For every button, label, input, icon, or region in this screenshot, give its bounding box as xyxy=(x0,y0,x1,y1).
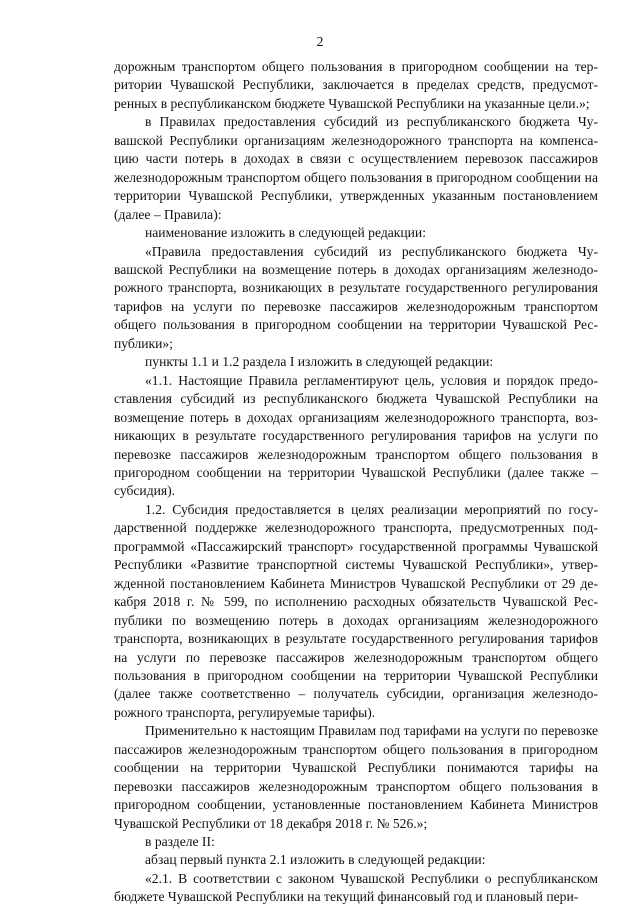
paragraph-points-instruction: пункты 1.1 и 1.2 раздела I изложить в следующей редакции: xyxy=(145,354,494,370)
paragraph-point-2-1: «2.1. В соответствии с законом Чувашской Республики о республиканском бюджете Чувашской Республики на текущий финансовый год и плановый пери- xyxy=(114,870,598,905)
document-body xyxy=(114,58,598,907)
paragraph-tariffs-definition: Применительно к настоящим Правилам под тарифами на услуги по перевозке пассажиров железнодорожным транспортом общего пользования в пригородном сообщении на территории Чувашской Республики понимаются тарифы на перевозки пассажиров железнодорожным транспортом общего пользования в пригородном сообщении, установленные постановлением Кабинета Министров Чувашской Республики от 18 декабря 2018 г. № 526.»; xyxy=(114,723,598,831)
paragraph-continuation: дорожным транспортом общего пользования в пригородном сообщении на территории Чувашской Республики, заключается в пределах средств, предусмотренных в республиканском бюджете Чувашской Республики на указанные цели.»; xyxy=(114,59,598,111)
page-number: 2 xyxy=(316,35,324,50)
paragraph-point-1-2: 1.2. Субсидия предоставляется в целях реализации мероприятий по государственной поддержке железнодорожного транспорта, предусмотренных подпрограммой «Пассажирский транспорт» государственной программы Чувашской Республики «Развитие транспортной системы Чувашской Республики», утвержденной постановлением Кабинета Министров Чувашской Республики от 29 декабря 2018 г. № 599, по исполнению расходных обязательств Чувашской Республики по возмещению потерь в доходах организациям железнодорожного транспорта, возникающих в результате государственного регулирования тарифов на услуги по перевозке пассажиров железнодорожным транспортом общего пользования в пригородном сообщении на территории Чувашской Республики (далее также соответственно – получатель субсидии, организация железнодорожного транспорта, регулируемые тарифы). xyxy=(114,501,598,720)
paragraph-new-title: «Правила предоставления субсидий из республиканского бюджета Чувашской Республики на возмещение потерь в доходах организациям железнодорожного транспорта, возникающих в результате государственного регулирования тарифов на услуги по перевозке пассажиров железнодорожным транспортом общего пользования в пригородном сообщении на территории Чувашской Республики»; xyxy=(114,243,598,351)
paragraph-rules-amendment-intro: в Правилах предоставления субсидий из республиканского бюджета Чувашской Республики организациям железнодорожного транспорта на компенсацию части потерь в доходах в связи с осуществлением перевозок пассажиров железнодорожным транспортом общего пользования в пригородном сообщении на территории Чувашской Республики, утвержденных указанным постановлением (далее – Правила): xyxy=(114,114,598,222)
paragraph-section-2: в разделе II: xyxy=(145,834,215,850)
paragraph-point-1-1: «1.1. Настоящие Правила регламентируют цель, условия и порядок предоставления субсидий из республиканского бюджета Чувашской Республики на возмещение потерь в доходах организациям железнодорожного транспорта, возникающих в результате государственного регулирования тарифов на услуги по перевозке пассажиров железнодорожным транспортом общего пользования в пригородном сообщении на территории Чувашской Республики (далее также – субсидия). xyxy=(114,372,598,499)
paragraph-point-2-1-instruction: абзац первый пункта 2.1 изложить в следующей редакции: xyxy=(145,852,486,868)
paragraph-title-instruction: наименование изложить в следующей редакции: xyxy=(145,225,426,241)
